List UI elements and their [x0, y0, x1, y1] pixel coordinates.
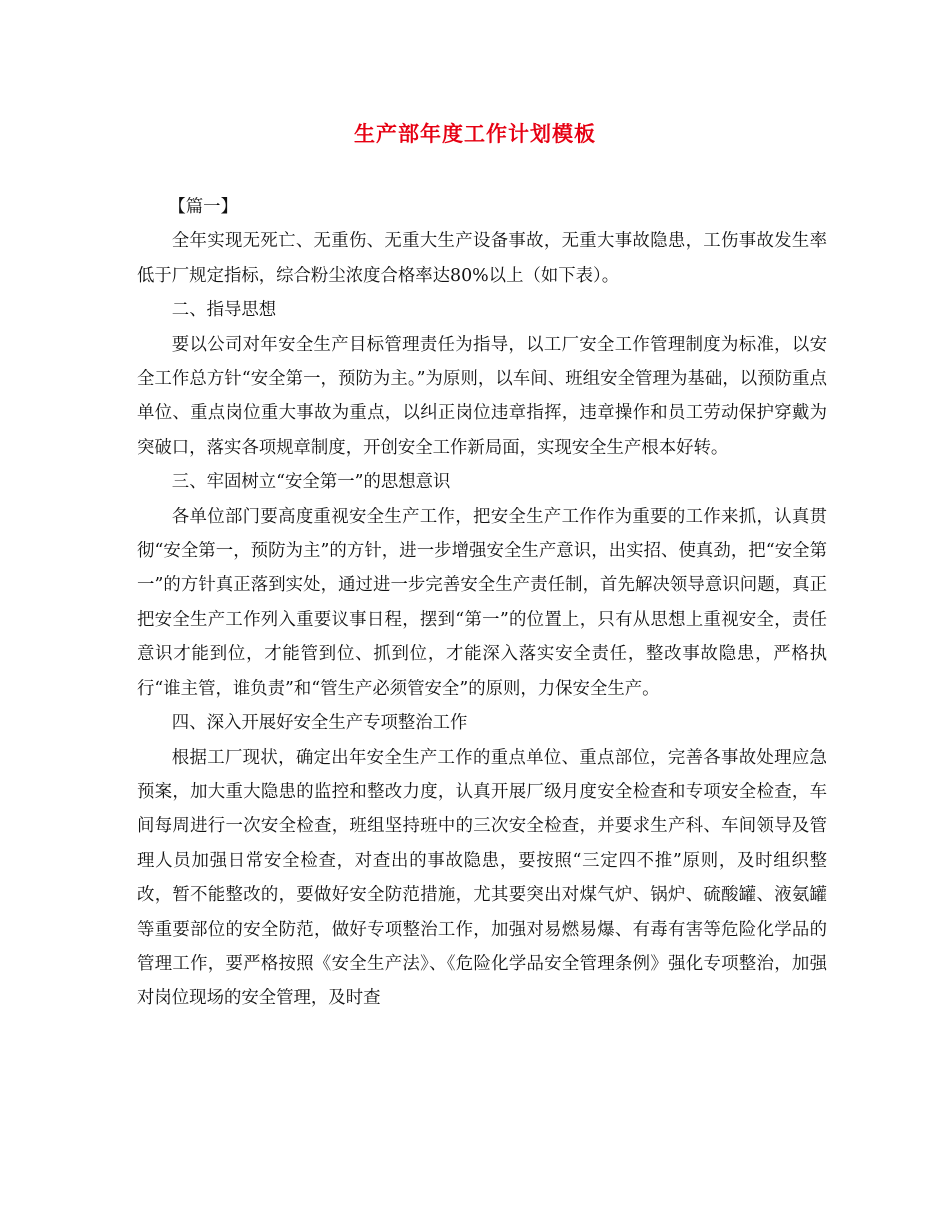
document-title: 生产部年度工作计划模板: [354, 121, 596, 146]
paragraph-special-rectification: 根据工厂现状，确定出年安全生产工作的重点单位、重点部位，完善各事故处理应急预案，加大重大隐患的监控和整改力度，认真开展厂级月度安全检查和专项安全检查，车间每周进行一次安全检查，班组坚持班中的三次安全检查，并要求生产科、车间领导及管理人员加强日常安全检查，对查出的事故隐患，要按照“三定四不推”原则，及时组织整改，暂不能整改的，要做好安全防范措施，尤其要突出对煤气炉、锅炉、硫酸罐、液氨罐等重要部位的安全防范，做好专项整治工作，加强对易燃易爆、有毒有害等危险化学品的管理工作，要严格按照《安全生产法》、《危险化学品安全管理条例》强化专项整治，加强对岗位现场的安全管理，及时查: [137, 747, 827, 1009]
paragraph-guiding-thought: 要以公司对年安全生产目标管理责任为指导，以工厂安全工作管理制度为标准，以安全工作总方针“安全第一，预防为主。”为原则，以车间、班组安全管理为基础，以预防重点单位、重点岗位重大事故为重点，以纠正岗位违章指挥，违章操作和员工劳动保护穿戴为突破口，落实各项规章制度，开创安全工作新局面，实现安全生产根本好转。: [137, 334, 827, 458]
heading-safety-first: 三、牢固树立“安全第一”的思想意识: [171, 472, 451, 493]
heading-guiding-thought: 二、指导思想: [171, 300, 277, 321]
paragraph-goals: 全年实现无死亡、无重伤、无重大生产设备事故，无重大事故隐患，工伤事故发生率低于厂规定指标，综合粉尘浓度合格率达80%以上（如下表）。: [137, 231, 827, 286]
document-body: [137, 190, 827, 1016]
section-label-part-one: 【篇一】: [168, 197, 238, 217]
paragraph-safety-first: 各单位部门要高度重视安全生产工作，把安全生产工作作为重要的工作来抓，认真贯彻“安全第一，预防为主”的方针，进一步增强安全生产意识，出实招、使真劲，把“安全第一”的方针真正落到实处，通过进一步完善安全生产责任制，首先解决领导意识问题，真正把安全生产工作列入重要议事日程，摆到“第一”的位置上，只有从思想上重视安全，责任意识才能到位，才能管到位、抓到位，才能深入落实安全责任，整改事故隐患，严格执行“谁主管，谁负责”和“管生产必须管安全”的原则，力保安全生产。: [137, 506, 827, 699]
heading-special-rectification: 四、深入开展好安全生产专项整治工作: [171, 713, 468, 734]
